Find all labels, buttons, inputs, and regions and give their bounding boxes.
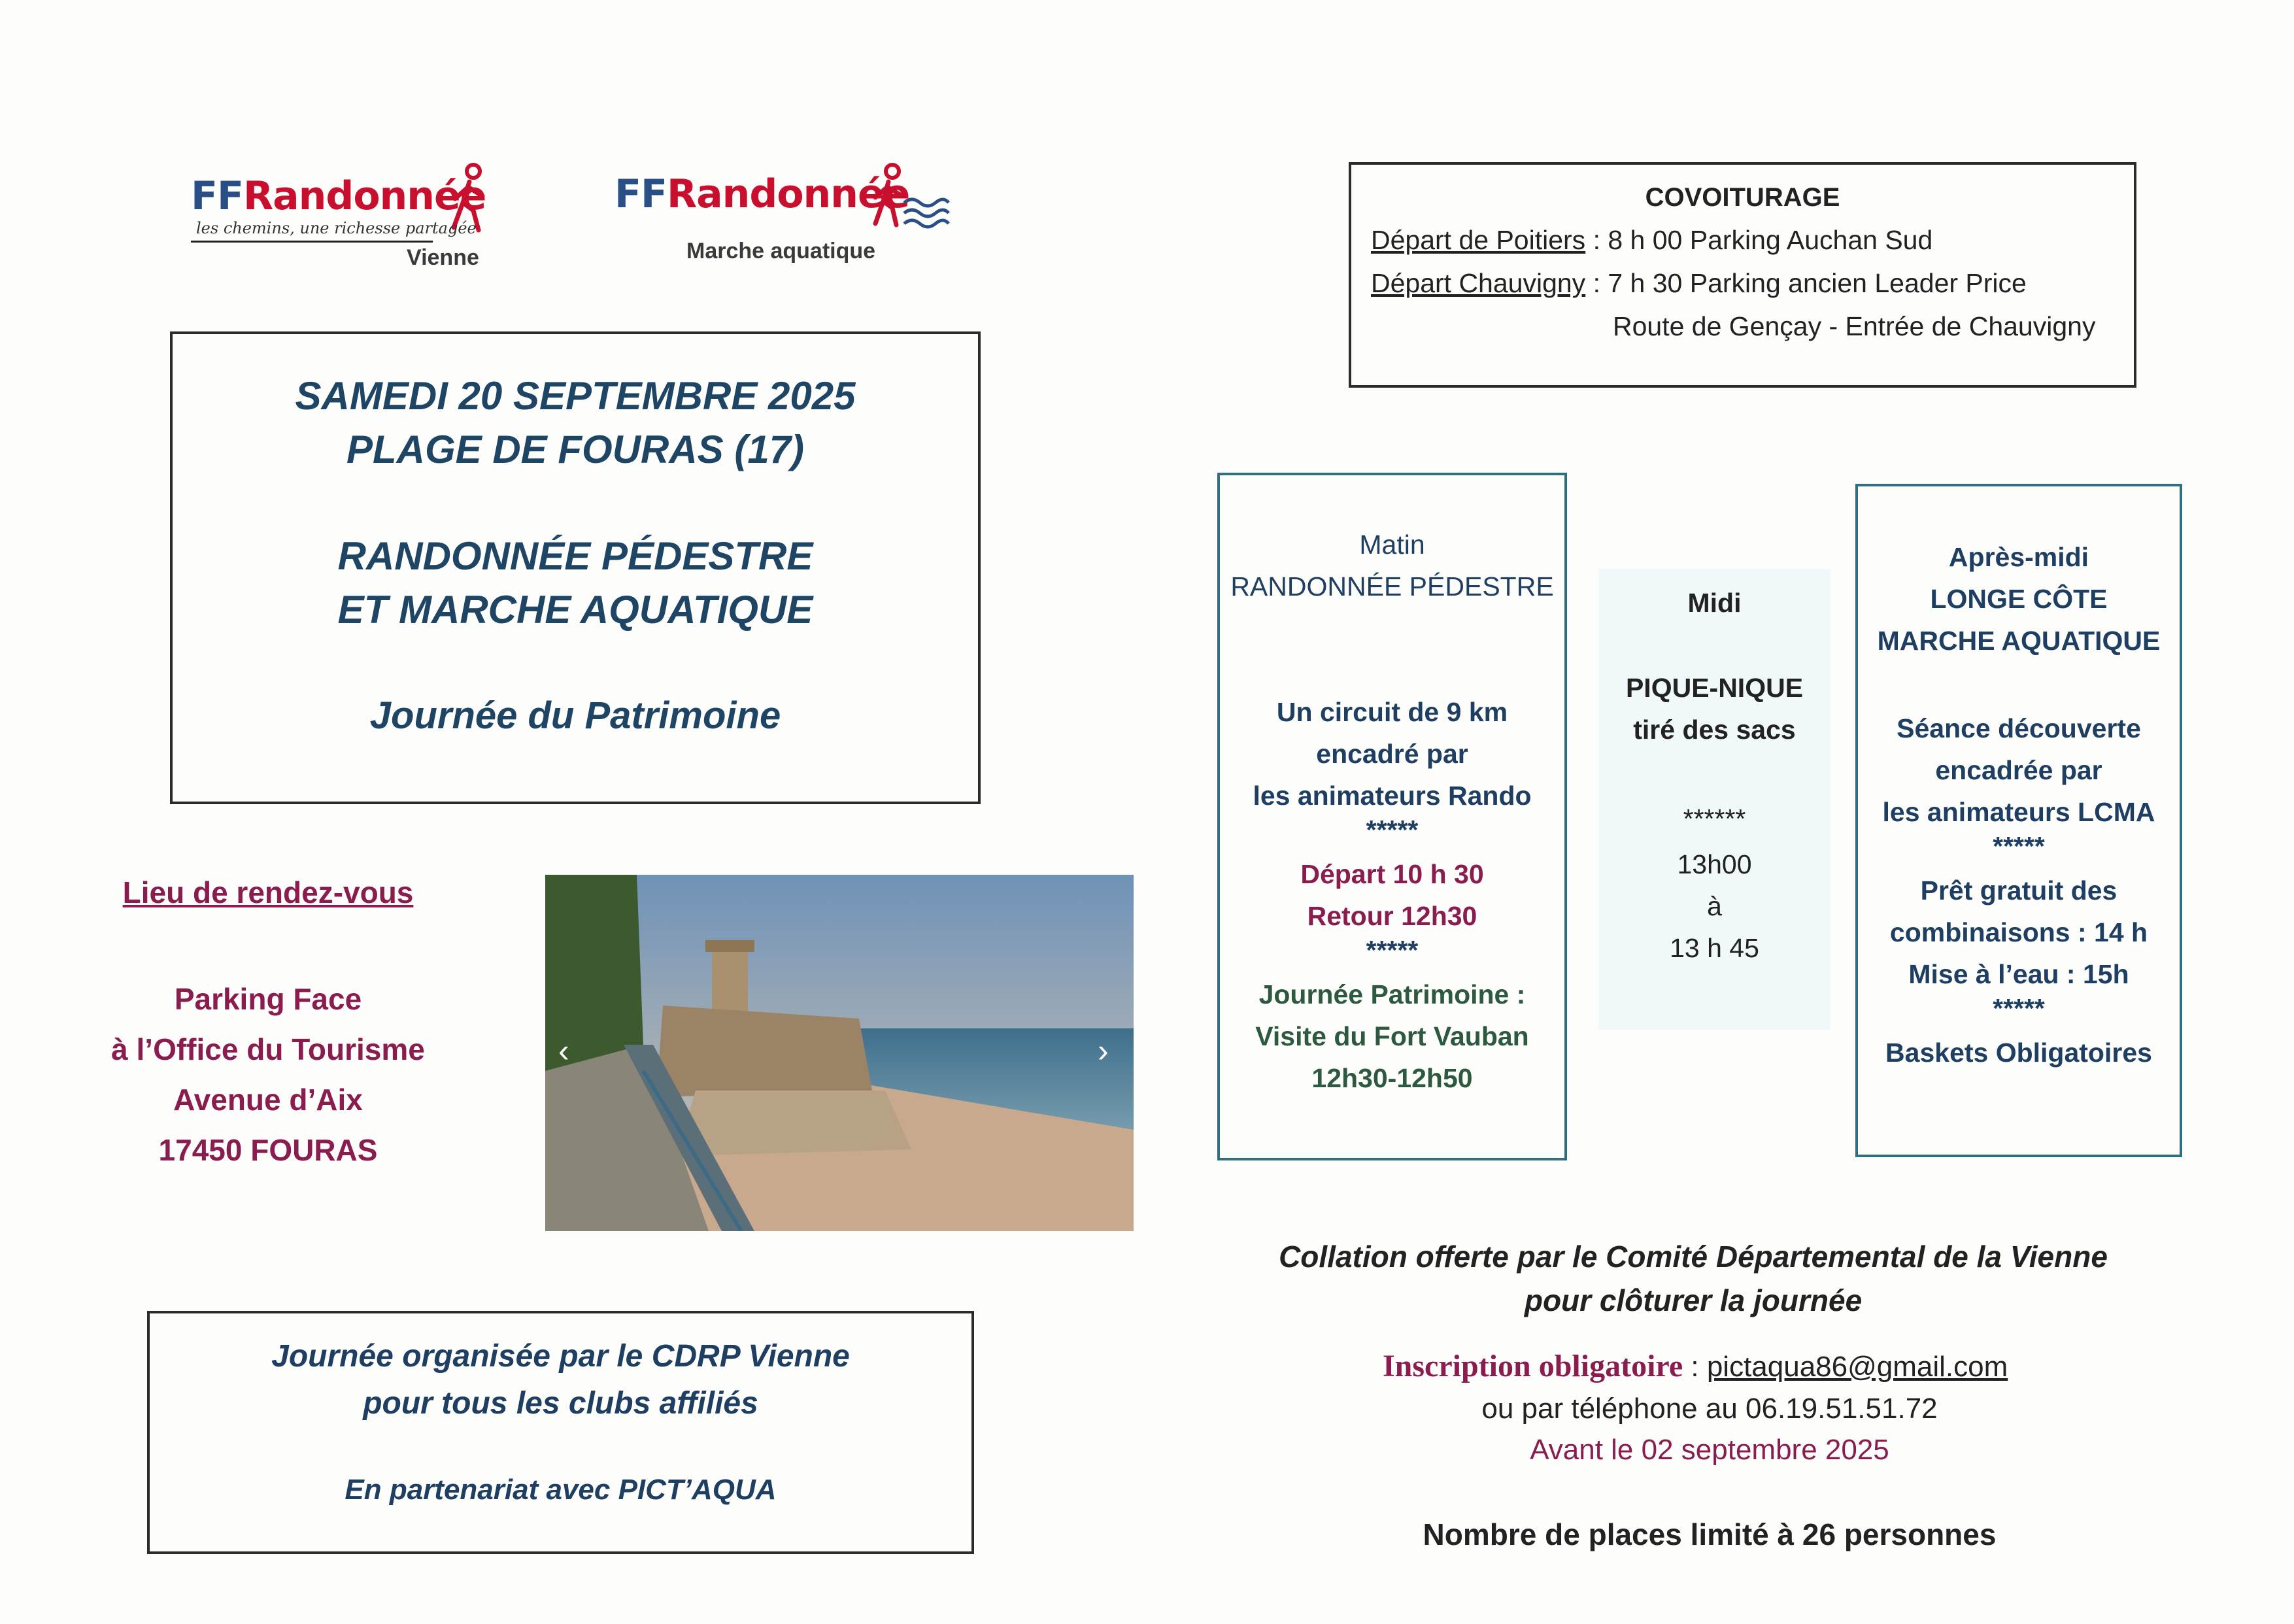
carpool-chauvigny-address: Route de Gençay - Entrée de Chauvigny (1613, 311, 2096, 341)
carpool-box (1349, 162, 2136, 388)
event-theme: Journée du Patrimoine (369, 694, 781, 737)
snack-line2: pour clôturer la journée (1524, 1283, 1863, 1317)
logo-brand-name (191, 173, 486, 219)
registration-phone: ou par téléphone au 06.19.51.51.72 (1481, 1393, 1938, 1425)
afternoon-stars2: ***** (1993, 993, 2045, 1023)
carpool-poitiers-value: : 8 h 00 Parking Auchan Sud (1585, 225, 1933, 255)
morning-details (1220, 691, 1564, 1099)
afternoon-details (1858, 707, 2180, 1074)
morning-activity: RANDONNÉE PÉDESTRE (1230, 571, 1554, 601)
noon-to-word: à (1707, 891, 1722, 921)
morning-desc3: les animateurs Rando (1253, 781, 1532, 811)
morning-heritage3: 12h30-12h50 (1311, 1063, 1473, 1093)
organizer-partner: En partenariat avec PICT’AQUA (345, 1474, 777, 1506)
logo-sub-vienne: Vienne (407, 245, 479, 270)
morning-retour: Retour 12h30 (1307, 901, 1477, 931)
noon-time: Midi (1687, 588, 1742, 618)
carpool-heading: COVOITURAGE (1645, 183, 1840, 212)
registration-line (1383, 1348, 2008, 1384)
afternoon-water: Mise à l’eau : 15h (1908, 959, 2129, 989)
registration-sep: : (1683, 1351, 1707, 1383)
meeting-line1: Parking Face (174, 982, 362, 1016)
afternoon-loan2: combinaisons : 14 h (1889, 917, 2148, 947)
hiker-wave-icon (866, 162, 951, 234)
logo-randonnee: Randonnée (243, 173, 486, 219)
photo-illustration (545, 875, 1134, 1231)
noon-to: 13 h 45 (1670, 933, 1759, 963)
carpool-poitiers (1371, 225, 1932, 256)
carousel-left-icon[interactable]: ‹ (558, 1032, 569, 1069)
fort-vauban-photo[interactable] (545, 875, 1134, 1231)
afternoon-activity2: MARCHE AQUATIQUE (1877, 626, 2161, 656)
registration-label: Inscription obligatoire (1383, 1349, 1683, 1383)
afternoon-box (1855, 484, 2182, 1157)
logo-ff: FF (191, 173, 243, 219)
afternoon-desc3: les animateurs LCMA (1882, 797, 2155, 827)
meeting-heading: Lieu de rendez-vous (122, 875, 414, 909)
afternoon-header (1858, 536, 2180, 662)
meeting-line4: 17450 FOURAS (158, 1133, 378, 1167)
carpool-chauvigny-value: : 7 h 30 Parking ancien Leader Price (1585, 268, 2027, 298)
afternoon-shoes: Baskets Obligatoires (1885, 1038, 2152, 1068)
organizer-line2: pour tous les clubs affiliés (363, 1386, 758, 1421)
noon-stars: ****** (1683, 804, 1746, 834)
noon-activity: PIQUE-NIQUE (1625, 673, 1804, 703)
morning-desc2: encadré par (1316, 739, 1468, 769)
organizer-box (147, 1311, 974, 1554)
places-limit: Nombre de places limité à 26 personnes (1423, 1517, 1997, 1551)
event-name-line2: ET MARCHE AQUATIQUE (337, 588, 813, 632)
meeting-line2: à l’Office du Tourisme (111, 1032, 425, 1066)
afternoon-stars1: ***** (1993, 831, 2045, 861)
logo-tagline: les chemins, une richesse partagée (196, 219, 477, 237)
noon-desc: tiré des sacs (1633, 715, 1796, 745)
morning-time: Matin (1359, 530, 1425, 560)
afternoon-desc2: encadrée par (1935, 755, 2102, 785)
morning-heritage1: Journée Patrimoine : (1258, 979, 1526, 1009)
event-name-line1: RANDONNÉE PÉDESTRE (337, 534, 813, 578)
registration-deadline: Avant le 02 septembre 2025 (1530, 1434, 1889, 1466)
event-date: SAMEDI 20 SEPTEMBRE 2025 (295, 374, 856, 418)
morning-stars1: ***** (1366, 815, 1419, 845)
morning-box (1217, 473, 1567, 1160)
logo-sub-marche-aquatique: Marche aquatique (686, 239, 876, 263)
morning-desc1: Un circuit de 9 km (1276, 697, 1508, 727)
afternoon-activity1: LONGE CÔTE (1930, 584, 2108, 614)
afternoon-time: Après-midi (1948, 542, 2089, 572)
logo-randonnee: Randonnée (666, 171, 910, 217)
event-place: PLAGE DE FOURAS (17) (346, 428, 805, 471)
carousel-right-icon[interactable]: › (1098, 1032, 1109, 1069)
snack-line1: Collation offerte par le Comité Départemental de la Vienne (1279, 1240, 2108, 1274)
meeting-line3: Avenue d’Aix (173, 1083, 363, 1117)
meeting-address (65, 974, 471, 1176)
carpool-chauvigny-label: Départ Chauvigny (1371, 268, 1586, 298)
morning-heritage2: Visite du Fort Vauban (1255, 1021, 1529, 1051)
carpool-poitiers-label: Départ de Poitiers (1371, 225, 1586, 255)
logo-ff: FF (615, 171, 667, 217)
afternoon-desc1: Séance découverte (1897, 713, 2141, 743)
event-title-box (170, 331, 981, 804)
afternoon-loan1: Prêt gratuit des (1920, 875, 2117, 905)
carpool-chauvigny (1371, 268, 2027, 299)
morning-stars2: ***** (1366, 935, 1419, 965)
noon-from: 13h00 (1677, 849, 1752, 879)
logo-underline (191, 241, 433, 243)
registration-email-link[interactable]: pictaqua86@gmail.com (1706, 1351, 2008, 1383)
organizer-line1: Journée organisée par le CDRP Vienne (271, 1339, 850, 1374)
noon-panel (1598, 569, 1830, 1030)
morning-depart: Départ 10 h 30 (1300, 859, 1484, 889)
morning-header (1220, 524, 1564, 607)
logo-brand-name (615, 171, 909, 217)
